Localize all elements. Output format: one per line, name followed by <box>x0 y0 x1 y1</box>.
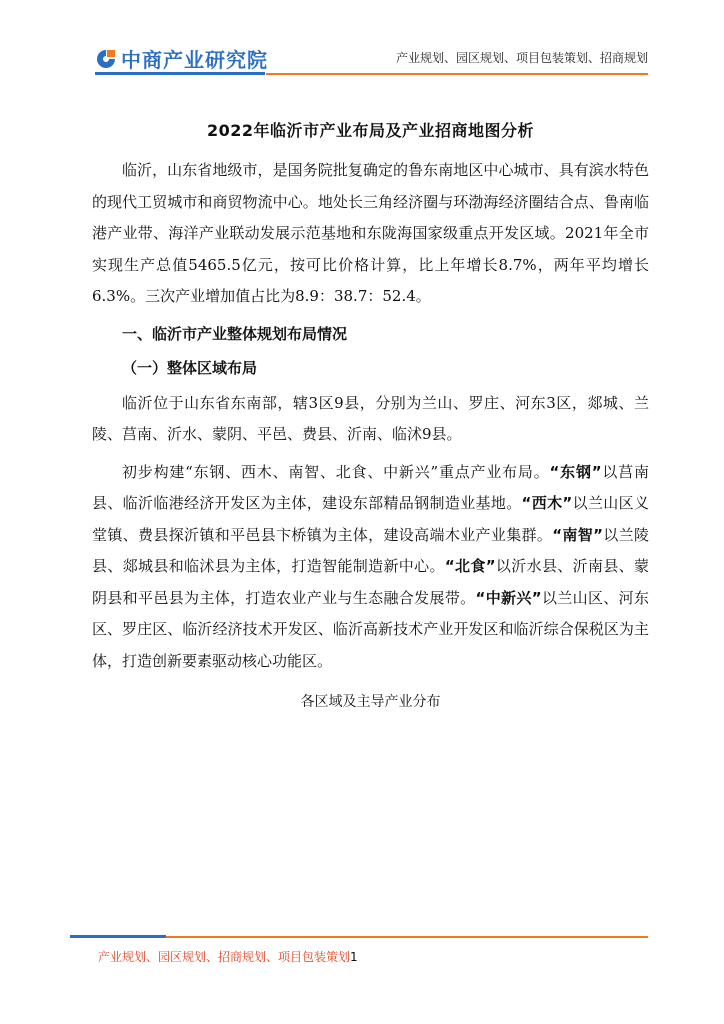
text-west: 以兰山区义堂镇、费县探沂镇和平邑县卞桥镇为主体，建设高端木业产业集群。 <box>92 494 649 544</box>
figure-caption: 各区域及主导产业分布 <box>300 694 441 710</box>
keyword-west: “西木” <box>521 494 573 512</box>
layout-intro: 初步构建“东钢、西木、南智、北食、中新兴”重点产业布局。 <box>122 462 550 481</box>
document-title: 2022年临沂市产业布局及产业招商地图分析 <box>206 121 535 140</box>
text-north: 以沂水县、沂南县、蒙阴县和平邑县为主体，打造农业产业与生态融合发展带。 <box>92 557 649 607</box>
text-center: 以兰山区、河东区、罗庄区、临沂经济技术开发区、临沂高新技术产业开发区和临沂综合保税区为主体，打造创新要素驱动核心功能区。 <box>92 588 649 670</box>
footer-tagline: 产业规划、园区规划、招商规划、项目包装策划 <box>98 950 351 964</box>
header-divider-orange <box>266 73 648 75</box>
keyword-east: “东钢” <box>549 462 602 481</box>
document-body <box>92 118 649 719</box>
text-south: 以兰陵县、郯城县和临沭县为主体，打造智能制造新中心。 <box>92 525 649 575</box>
page-number: 1 <box>350 950 358 964</box>
keyword-center: “中新兴” <box>475 588 542 607</box>
header-divider-blue <box>95 72 265 75</box>
page-footer <box>98 948 358 965</box>
keyword-south: “南智” <box>552 525 603 544</box>
footer-divider-orange <box>166 936 648 938</box>
intro-paragraph: 临沂，山东省地级市，是国务院批复确定的鲁东南地区中心城市、具有滨水特色的现代工贸城市和商贸物流中心。地处长三角经济圈与环渤海经济圈结合点、鲁南临港产业带、海洋产业联动发展示范基地和东陇海国家级重点开发区域。2021年全市实现生产总值5465.5亿元，按可比价格计算，比上年增长8.7%，两年平均增长6.3%。三次产业增加值占比为8.9：38.7：52.4。 <box>92 161 649 305</box>
keyword-north: “北食” <box>444 557 496 575</box>
header-tagline: 产业规划、园区规划、项目包装策划、招商规划 <box>395 51 648 65</box>
regions-paragraph: 临沂位于山东省东南部，辖3区9县，分别为兰山、罗庄、河东3区，郯城、兰陵、莒南、沂水、蒙阴、平邑、费县、沂南、临沭9县。 <box>92 393 649 443</box>
layout-paragraph <box>92 457 649 678</box>
logo-text: 中商产业研究院 <box>121 48 268 72</box>
logo-icon <box>95 48 117 70</box>
subsection-heading: （一）整体区域布局 <box>122 359 258 377</box>
page-header <box>0 0 724 90</box>
company-logo <box>95 44 268 73</box>
footer-divider-blue <box>70 935 166 938</box>
section-heading: 一、临沂市产业整体规划布局情况 <box>122 324 348 343</box>
text-east: 以莒南县、临沂临港经济开发区为主体，建设东部精品钢制造业基地。 <box>92 462 649 512</box>
